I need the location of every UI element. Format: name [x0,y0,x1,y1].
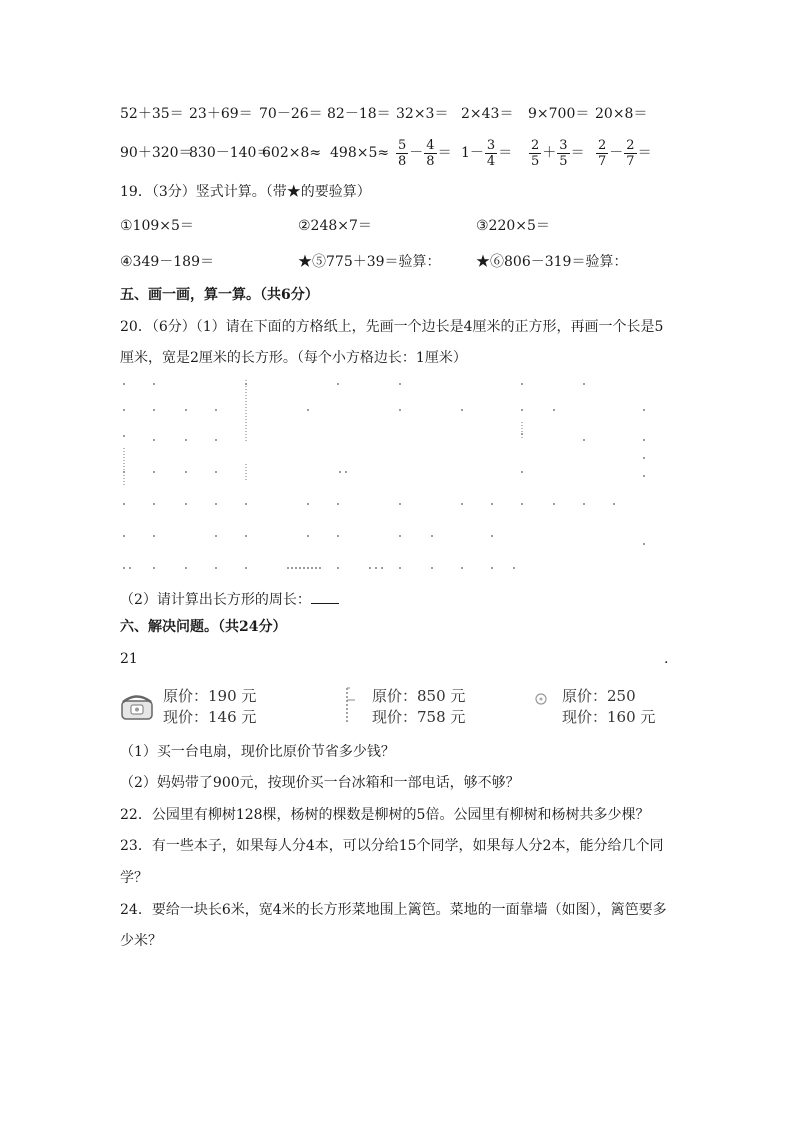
telephone-icon [120,693,154,721]
fraction: $\frac{3}{5}$ [559,137,568,169]
question-21-dot: . [664,651,669,667]
question-24-line-1: 24．要给一块长6米，宽4米的长方形菜地围上篱笆。菜地的一面靠墙（如图），篱笆要多 [120,902,667,918]
fraction: $\frac{3}{4}$ [486,137,496,169]
oral-calc-row-2 [0,136,794,170]
question-23-line-1: 23．有一些本子，如果每人分4本，可以分给15个同学，如果每人分2本，能分给几个同 [120,838,664,854]
answer-blank[interactable] [311,589,339,604]
question-22: 22．公园里有柳树128棵，杨树的棵数是柳树的5倍。公园里有柳树和杨树共多少棵？ [120,807,650,823]
oral-calc-item: 23＋69＝ [189,106,253,122]
perimeter-prompt: （2）请计算出长方形的周长： [120,592,311,608]
oral-calc-item: 20×8＝ [595,106,648,122]
fraction: $\frac{4}{8}$ [426,137,435,169]
fridge-current-price: 现价：758 元 [372,708,466,726]
fraction-expression: $\frac{2}{7}$ － $\frac{2}{7}$ ＝ [598,137,652,169]
oral-calc-item: 90＋320＝ [120,145,193,161]
fridge-original-price: 原价：850 元 [372,687,466,705]
oral-calc-item: 498×5≈ [330,145,390,161]
question-19-title: 19．（3分）竖式计算。（带★的要验算） [120,184,371,200]
fraction: $\frac{2}{5}$ [531,137,540,169]
q19-item: ③220×5＝ [476,218,550,234]
oral-calc-item: 82－18＝ [327,106,391,122]
question-20-line-1: 20．（6分）（1）请在下面的方格纸上，先画一个边长是4厘米的正方形，再画一个长是5 [120,319,664,335]
oral-calc-item: 2×43＝ [461,106,514,122]
question-20-line-2: 厘米，宽是2厘米的长方形。（每个小方格边长：1厘米） [120,350,467,366]
question-21-number: 21 [120,651,138,667]
oral-calc-item: 9×700＝ [528,106,590,122]
fraction-expression: 1－ $\frac{3}{4}$ ＝ [461,137,513,169]
oral-calc-item: 32×3＝ [396,106,449,122]
fan-current-price: 现价：160 元 [562,708,656,726]
section-6-heading: 六、解决问题。（共24分） [120,619,287,635]
fraction-expression: $\frac{5}{8}$ － $\frac{4}{8}$ ＝ [398,137,452,169]
q19-item: ②248×7＝ [298,218,372,234]
question-23-line-2: 学？ [120,870,148,886]
question-24-line-2: 少米？ [120,933,162,949]
question-21-sub-1: （1）买一台电扇，现价比原价节省多少钱？ [120,744,395,760]
question-21-sub-2: （2）妈妈带了900元，按现价买一台冰箱和一部电话，够不够？ [120,775,520,791]
fraction: $\frac{5}{8}$ [398,137,407,169]
oral-calc-item: 70－26＝ [259,106,323,122]
oral-calc-item: 52＋35＝ [120,106,184,122]
fridge-icon [343,686,365,726]
dot-grid-paper[interactable] [118,378,658,574]
oral-calc-item: 830－140＝ [189,145,271,161]
oral-calc-row-1 [0,102,794,126]
q19-item: ★⑤775＋39＝验算： [298,254,441,270]
q19-item: ④349－189＝ [120,254,214,270]
section-5-heading: 五、画一画，算一算。（共6分） [120,287,319,303]
oral-calc-item: 602×8≈ [262,145,322,161]
q19-item: ①109×5＝ [120,218,194,234]
phone-original-price: 原价：190 元 [163,687,257,705]
fan-original-price: 原价：250 [562,687,636,705]
question-20-part-2 [120,588,339,612]
fraction: $\frac{2}{7}$ [598,137,607,169]
fan-icon [534,692,548,706]
q19-item: ★⑥806－319＝验算： [476,254,628,270]
fraction-expression: $\frac{2}{5}$ ＋ $\frac{3}{5}$ ＝ [531,137,585,169]
fraction: $\frac{2}{7}$ [626,137,635,169]
phone-current-price: 现价：146 元 [163,708,257,726]
